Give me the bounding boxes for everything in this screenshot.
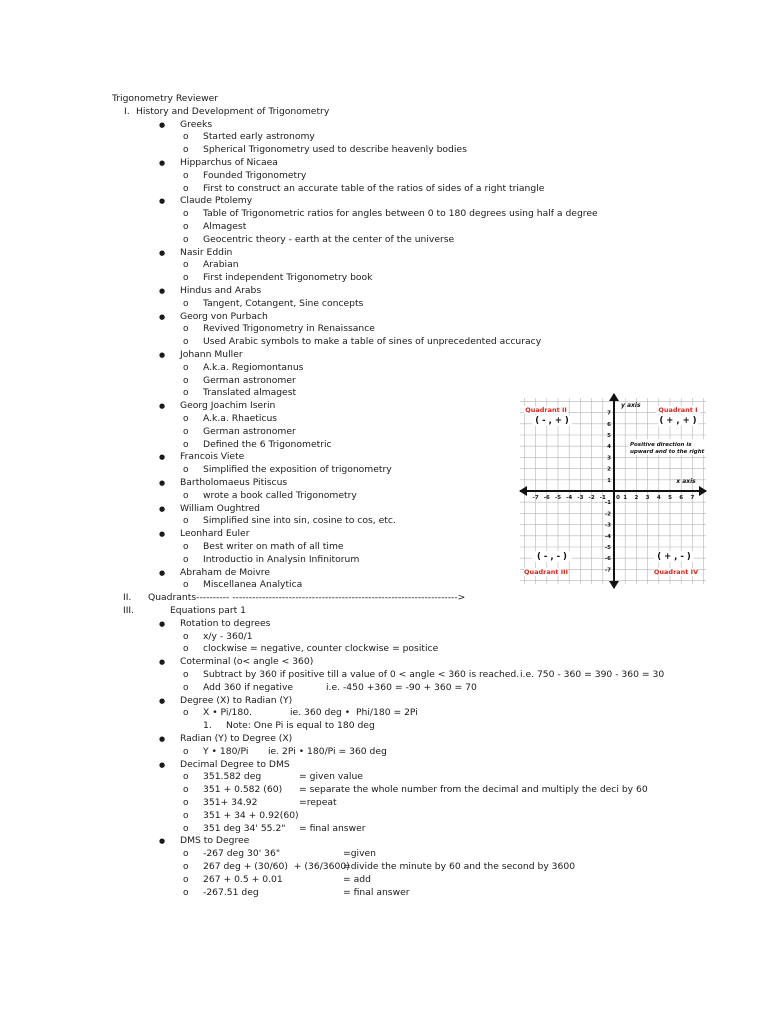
sub-bullet-icon: o xyxy=(183,580,189,591)
x-tick-label: 7 xyxy=(690,495,695,501)
equation-note: ie. 2Pi • 180/Pi = 360 deg xyxy=(268,745,387,757)
topic-item: Simplified sine into sin, cosine to cos, etc. xyxy=(203,515,396,527)
section-numeral: III. xyxy=(123,605,135,616)
equation-heading: Coterminal (o< angle < 360) xyxy=(180,656,314,668)
sub-bullet-icon: o xyxy=(183,273,189,284)
equation-step: 351 + 0.582 (60) xyxy=(203,784,283,796)
sub-bullet-icon: o xyxy=(183,516,189,527)
topic-heading: Hindus and Arabs xyxy=(180,285,262,296)
quadrant-label: Quadrant IV xyxy=(653,568,699,576)
topic-heading: Francois Viete xyxy=(180,451,245,463)
y-tick-label: 5 xyxy=(607,433,611,439)
sub-bullet-icon: o xyxy=(183,183,189,194)
y-tick-label: -7 xyxy=(604,567,611,574)
x-tick-label: 3 xyxy=(645,495,650,501)
sub-bullet-icon: o xyxy=(183,542,189,552)
sub-bullet-icon: o xyxy=(183,209,189,220)
sub-bullet-icon: o xyxy=(183,862,189,872)
sub-bullet-icon: o xyxy=(183,439,189,450)
equation-item: clockwise = negative, counter clockwise = positice xyxy=(203,643,439,655)
equation-note: = add xyxy=(343,873,371,885)
sub-bullet-icon: o xyxy=(183,222,189,232)
bullet-icon: ● xyxy=(159,504,166,513)
numbered-marker: 1. xyxy=(203,720,212,732)
quadrant-sign: ( + , + ) xyxy=(659,416,697,426)
equation-step: 351.582 deg xyxy=(203,771,262,783)
sub-bullet-icon: o xyxy=(183,388,189,399)
y-tick-label: -6 xyxy=(604,556,611,563)
y-tick-label: 1 xyxy=(607,477,611,484)
topic-item: Arabian xyxy=(203,259,239,271)
equation-heading: Rotation to degrees xyxy=(180,617,271,629)
topic-item: A.k.a. Regiomontanus xyxy=(203,361,304,373)
bullet-icon: ● xyxy=(159,696,166,705)
x-tick-label: -4 xyxy=(566,495,573,501)
bullet-icon: ● xyxy=(159,159,166,167)
topic-heading: Nasir Eddin xyxy=(180,246,233,258)
section-heading: Quadrants---------- --------------------------------------------------------------------> xyxy=(148,592,466,604)
sub-bullet-icon: o xyxy=(183,670,189,680)
y-tick-label: -4 xyxy=(604,533,611,540)
topic-item: Introductio in Analysin Infinitorum xyxy=(203,553,360,565)
y-tick-label: -5 xyxy=(604,545,611,551)
sub-bullet-icon: o xyxy=(183,708,189,719)
topic-item: Tangent, Cotangent, Sine concepts xyxy=(203,297,364,309)
sub-bullet-icon: o xyxy=(183,798,189,808)
sub-bullet-icon: o xyxy=(183,644,189,655)
bullet-icon: ● xyxy=(159,619,166,628)
sub-bullet-icon: o xyxy=(183,337,189,348)
topic-heading: Georg von Purbach xyxy=(180,310,268,322)
quadrant-label: Quadrant I xyxy=(658,406,698,414)
equation-note: =divide the minute by 60 and the second by 3600 xyxy=(343,861,576,872)
sub-bullet-icon: o xyxy=(183,170,189,181)
bullet-icon: ● xyxy=(159,197,166,206)
topic-heading: Claude Ptolemy xyxy=(180,195,253,207)
sub-bullet-icon: o xyxy=(183,260,189,271)
x-tick-label: 1 xyxy=(623,495,628,501)
equation-step: Y • 180/Pi xyxy=(203,745,249,757)
sub-bullet-icon: o xyxy=(183,298,189,309)
bullet-icon: ● xyxy=(159,287,166,295)
topic-item: Translated almagest xyxy=(203,387,297,399)
sub-bullet-icon: o xyxy=(183,785,189,796)
bullet-icon: ● xyxy=(159,568,166,577)
topic-heading: Georg Joachim Iserin xyxy=(180,400,276,412)
sub-bullet-icon: o xyxy=(183,874,189,885)
topic-item: Geocentric theory - earth at the center of the universe xyxy=(203,233,455,245)
x-tick-label: -6 xyxy=(543,495,550,501)
y-axis-label: y axis xyxy=(621,402,641,409)
topic-item: A.k.a. Rhaeticus xyxy=(203,413,278,424)
equation-note: =given xyxy=(343,848,376,860)
bullet-icon: ● xyxy=(159,453,166,462)
x-tick-label: 4 xyxy=(656,495,661,501)
equation-step: -267.51 deg xyxy=(203,886,259,898)
topic-item: Started early astronomy xyxy=(203,131,315,143)
x-axis-label: x axis xyxy=(676,478,696,485)
equation-note: ie. 360 deg • Phi/180 = 2Pi xyxy=(290,707,418,719)
quadrant-graph-svg xyxy=(518,392,708,590)
topic-item: Miscellanea Analytica xyxy=(203,579,303,591)
quadrant-label: Quadrant III xyxy=(523,568,569,576)
bullet-icon: ● xyxy=(159,837,166,846)
quadrant-sign: ( - , - ) xyxy=(537,552,567,562)
x-axis-arrow-right-icon xyxy=(699,486,707,496)
equation-note: i.e. -450 +360 = -90 + 360 = 70 xyxy=(326,681,477,693)
topic-item: Founded Trigonometry xyxy=(203,169,307,181)
equation-note: = given value xyxy=(299,771,363,783)
bullet-icon: ● xyxy=(159,479,166,487)
bullet-icon: ● xyxy=(159,312,166,321)
section-numeral: II. xyxy=(123,592,132,604)
topic-heading: Leonhard Euler xyxy=(180,528,250,540)
equation-heading: Decimal Degree to DMS xyxy=(180,758,290,770)
equation-step: X • Pi/180. xyxy=(203,707,252,719)
bullet-icon: ● xyxy=(159,658,166,667)
sub-bullet-icon: o xyxy=(183,375,189,386)
y-tick-label: -2 xyxy=(604,511,611,518)
topic-heading: Greeks xyxy=(180,118,213,130)
y-tick-label: 3 xyxy=(607,455,611,462)
sub-bullet-icon: o xyxy=(183,426,189,437)
sub-bullet-icon: o xyxy=(183,746,189,757)
x-tick-label: -5 xyxy=(554,495,562,501)
sub-bullet-icon: o xyxy=(183,234,189,245)
sub-bullet-icon: o xyxy=(183,414,189,424)
equation-step: 267 deg + (30/60) + (36/3600) xyxy=(203,861,350,872)
topic-item: Spherical Trigonometry used to describe heavenly bodies xyxy=(203,144,467,156)
sub-bullet-icon: o xyxy=(183,362,189,373)
equation-step: 351+ 34.92 xyxy=(203,797,258,808)
section-numeral: I. xyxy=(124,105,130,117)
x-tick-label: -7 xyxy=(532,495,539,501)
sub-bullet-icon: o xyxy=(183,465,189,476)
topic-item: German astronomer xyxy=(203,374,296,386)
equation-note: =repeat xyxy=(299,797,337,808)
y-tick-label: 4 xyxy=(607,444,611,451)
x-tick-label: -1 xyxy=(599,495,606,501)
sub-bullet-icon: o xyxy=(183,772,189,783)
bullet-icon: ● xyxy=(159,530,166,539)
y-tick-label: 7 xyxy=(607,410,611,417)
y-axis-arrow-down-icon xyxy=(609,581,619,589)
equation-heading: Degree (X) to Radian (Y) xyxy=(180,694,293,706)
section-heading: History and Development of Trigonometry xyxy=(136,105,330,117)
equation-step: 351 + 34 + 0.92(60) xyxy=(203,809,299,821)
direction-note-line1: Positive direction is xyxy=(630,442,692,448)
topic-heading: Hipparchus of Nicaea xyxy=(180,157,278,168)
x-tick-label: -2 xyxy=(588,495,595,501)
equation-heading: Radian (Y) to Degree (X) xyxy=(180,733,293,744)
y-tick-label: 2 xyxy=(607,466,611,473)
numbered-note: Note: One Pi is equal to 180 deg xyxy=(226,720,375,732)
sub-bullet-icon: o xyxy=(183,145,189,156)
quadrant-sign: ( - , + ) xyxy=(535,416,569,426)
x-tick-label: 0 xyxy=(616,495,620,501)
topic-item: Best writer on math of all time xyxy=(203,541,344,552)
sub-bullet-icon: o xyxy=(183,849,189,860)
equation-step: Subtract by 360 if positive till a value of 0 < angle < 360 is reached. xyxy=(203,669,520,680)
sub-bullet-icon: o xyxy=(183,490,189,501)
topic-item: German astronomer xyxy=(203,425,296,437)
equation-note: = separate the whole number from the decimal and multiply the deci by 60 xyxy=(299,784,648,796)
document-title: Trigonometry Reviewer xyxy=(112,93,219,104)
sub-bullet-icon: o xyxy=(183,554,189,565)
equation-note: = final answer xyxy=(299,822,366,834)
sub-bullet-icon: o xyxy=(183,324,189,335)
quadrant-label: Quadrant II xyxy=(525,406,567,414)
equation-heading: DMS to Degree xyxy=(180,835,250,847)
sub-bullet-icon: o xyxy=(183,682,189,693)
topic-heading: William Oughtred xyxy=(180,502,260,514)
bullet-icon: ● xyxy=(159,248,166,257)
topic-item: Simplified the exposition of trigonometry xyxy=(203,464,392,476)
topic-item: Almagest xyxy=(203,221,247,232)
bullet-icon: ● xyxy=(159,760,166,769)
equation-step: 351 deg 34' 55.2" xyxy=(203,822,286,834)
topic-item: Revived Trigonometry in Renaissance xyxy=(203,323,375,335)
y-tick-label: 6 xyxy=(607,421,611,428)
equation-step: -267 deg 30' 36" xyxy=(203,848,281,860)
section-heading: Equations part 1 xyxy=(170,605,247,616)
topic-heading: Bartholomaeus Pitiscus xyxy=(180,477,288,488)
equation-note: i.e. 750 - 360 = 390 - 360 = 30 xyxy=(520,669,665,680)
bullet-icon: ● xyxy=(159,120,166,129)
quadrant-sign: ( + , - ) xyxy=(657,552,691,562)
sub-bullet-icon: o xyxy=(183,823,189,834)
bullet-icon: ● xyxy=(159,402,166,411)
sub-bullet-icon: o xyxy=(183,132,189,143)
equation-note: = final answer xyxy=(343,886,410,898)
bullet-icon: ● xyxy=(159,735,166,743)
x-tick-label: 6 xyxy=(679,495,684,501)
x-tick-label: -3 xyxy=(577,495,584,501)
x-tick-label: 2 xyxy=(634,495,639,501)
topic-heading: Johann Muller xyxy=(180,349,243,360)
y-tick-label: -1 xyxy=(604,500,611,507)
topic-item: First independent Trigonometry book xyxy=(203,272,373,284)
sub-bullet-icon: o xyxy=(183,887,189,898)
sub-bullet-icon: o xyxy=(183,631,189,642)
equation-item: x/y - 360/1 xyxy=(203,630,253,642)
y-tick-label: -3 xyxy=(604,522,611,529)
y-axis-arrow-up-icon xyxy=(609,393,619,401)
topic-item: First to construct an accurate table of the ratios of sides of a right triangle xyxy=(203,182,545,194)
topic-item: Used Arabic symbols to make a table of sines of unprecedented accuracy xyxy=(203,336,542,348)
x-tick-label: 5 xyxy=(668,495,672,501)
direction-note-line2: upward and to the right xyxy=(630,449,705,455)
topic-heading: Abraham de Moivre xyxy=(180,566,271,578)
topic-item: Defined the 6 Trigonometric xyxy=(203,438,332,450)
sub-bullet-icon: o xyxy=(183,810,189,821)
bullet-icon: ● xyxy=(159,351,166,359)
equation-step: Add 360 if negative xyxy=(203,681,294,693)
topic-item: Table of Trigonometric ratios for angles between 0 to 180 degrees using half a degree xyxy=(203,208,598,220)
x-axis-arrow-left-icon xyxy=(519,486,527,496)
quadrant-graph xyxy=(518,392,708,590)
topic-item: wrote a book called Trigonometry xyxy=(203,489,357,501)
equation-step: 267 + 0.5 + 0.01 xyxy=(203,873,283,885)
